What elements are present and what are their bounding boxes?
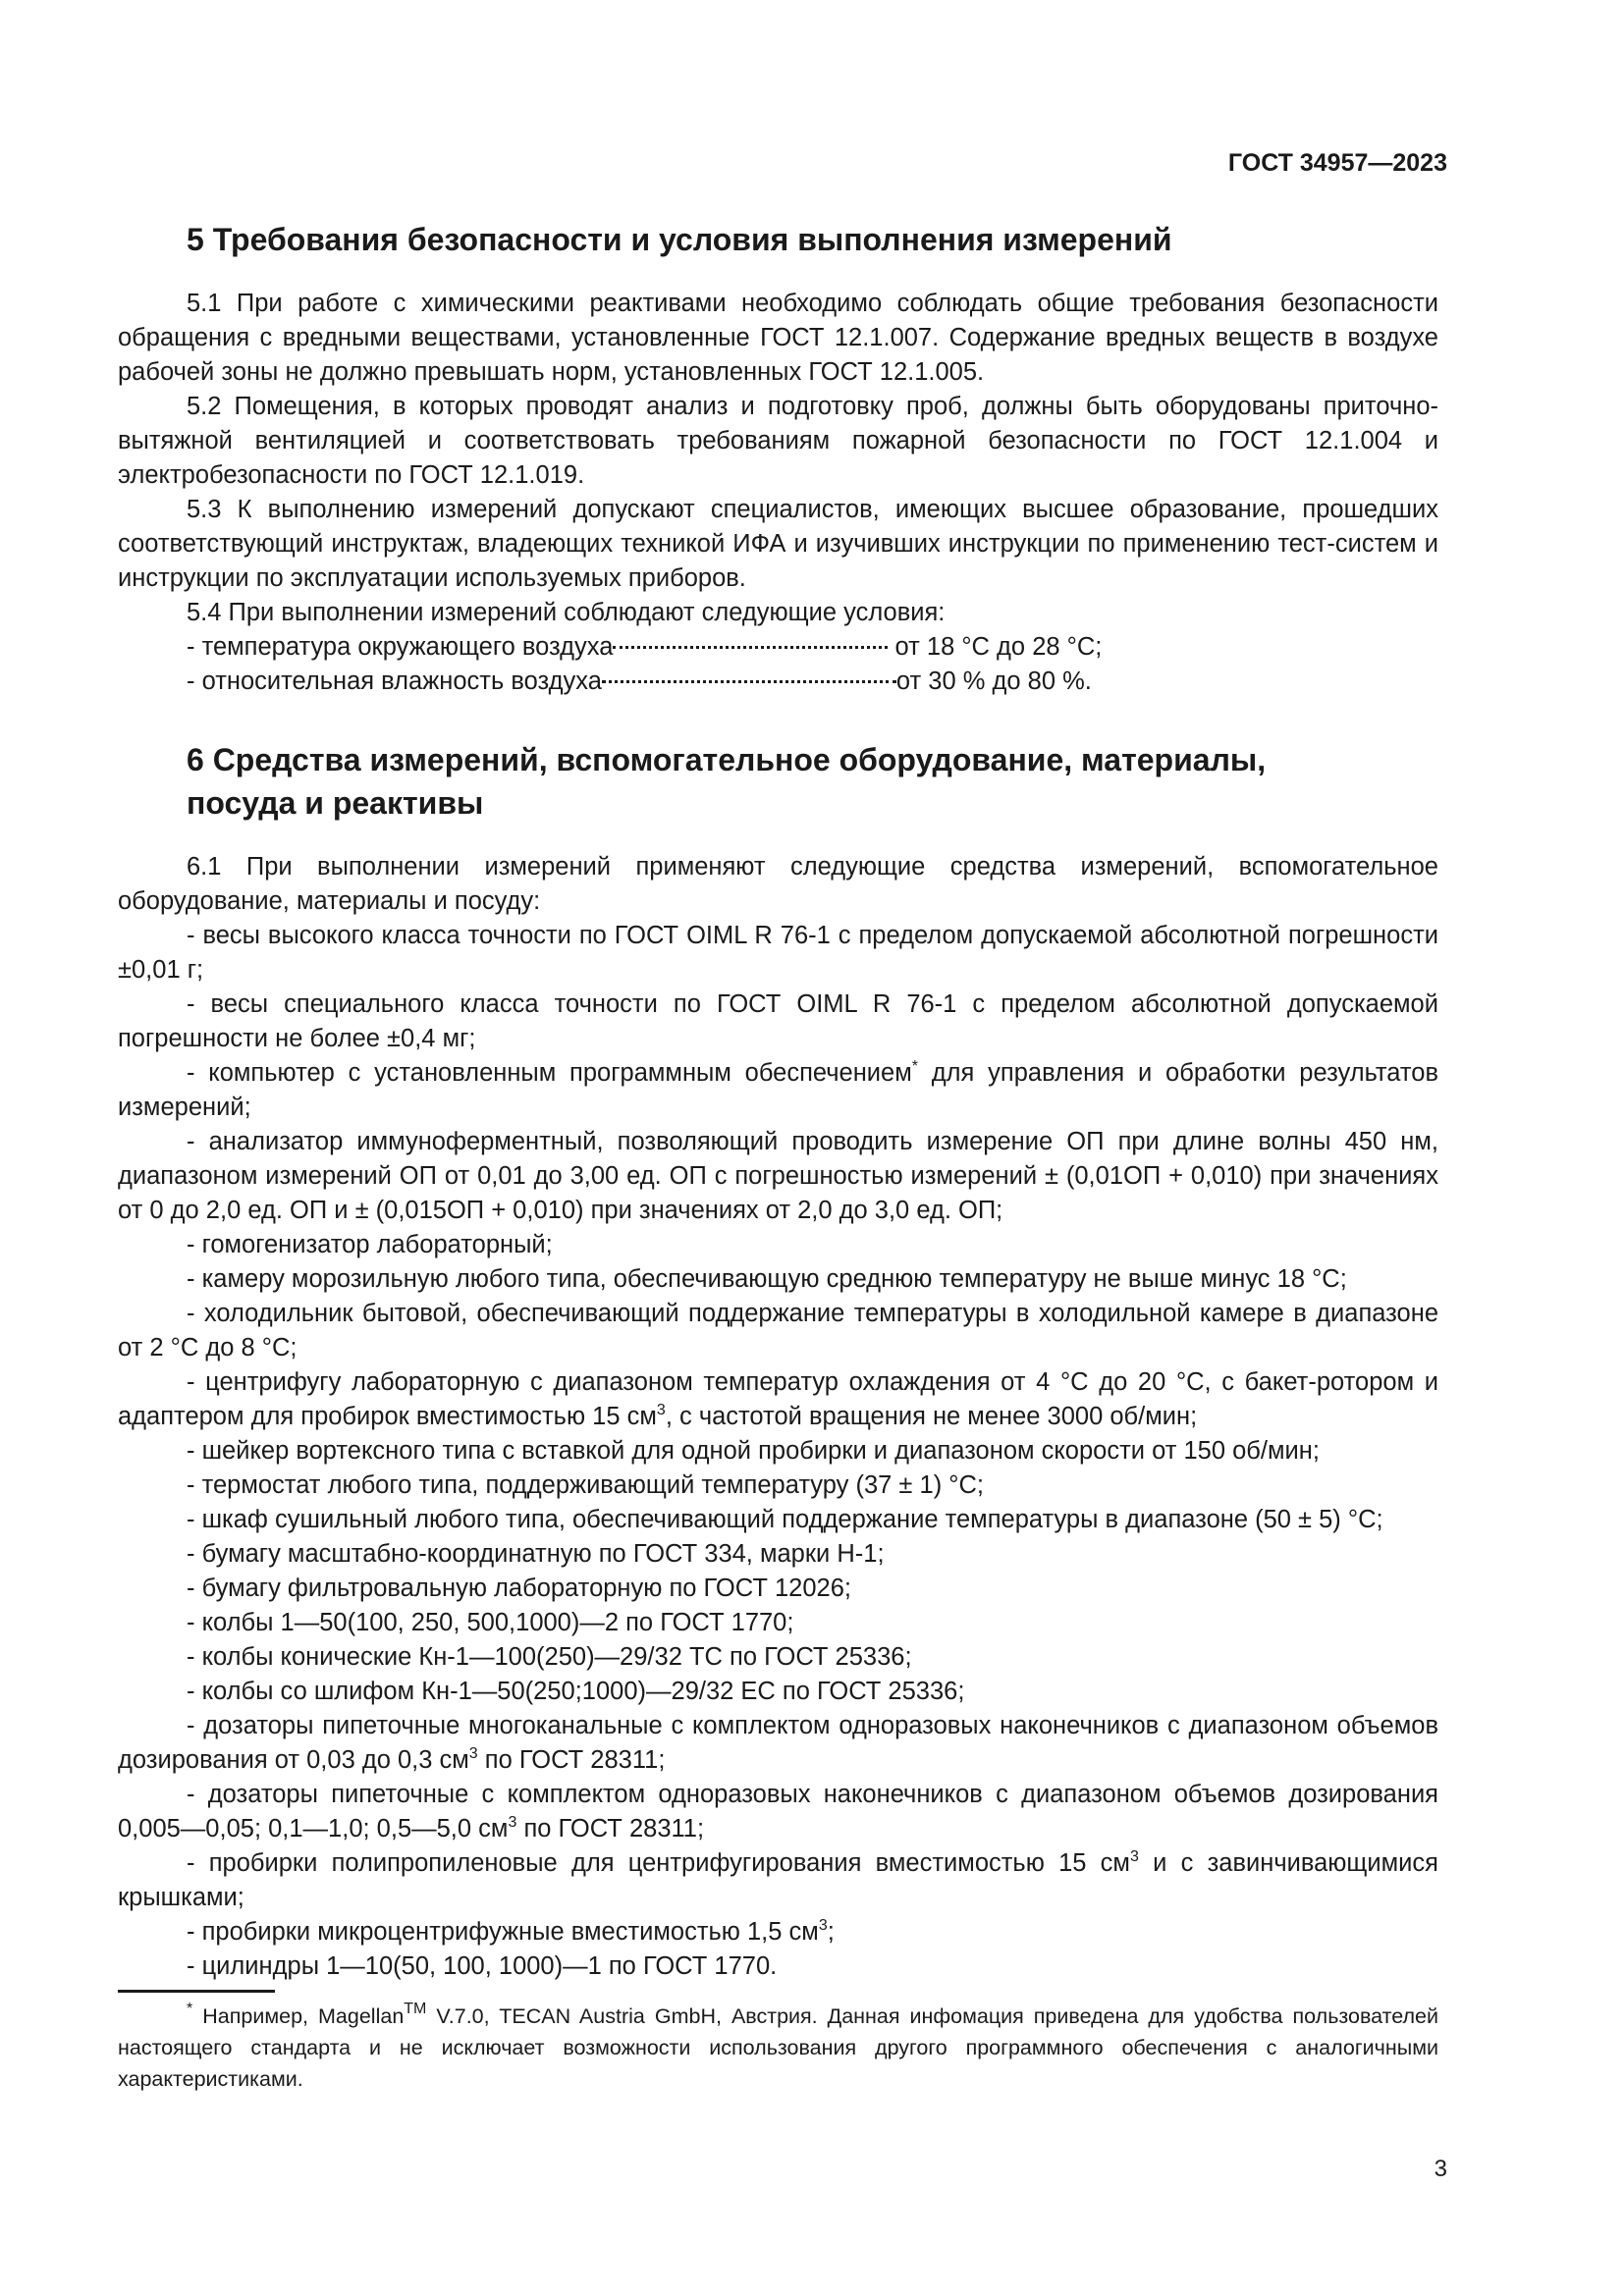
section-6-title-line-1: 6 Средства измерений, вспомогательное оборудование, материалы, [187,742,1267,777]
list-item-dosing [118,1778,1438,1846]
section-6-title [118,738,1438,825]
list-item: - цилиндры 1—10(50, 100, 1000)—1 по ГОСТ 1770. [187,1952,778,1980]
dot-leader [613,646,888,649]
page-body [118,218,1438,1984]
superscript-3: 3 [818,1917,828,1934]
section-6-title-line-2: посуда и реактивы [187,785,484,821]
footnote-divider [118,1990,275,1993]
footnote-marker: * [911,1058,919,1075]
footnote-text-part: V.7.0, TECAN Austria GmbH, Австрия. Данная инфомация приведена для удобства пользователей настоящего стандарта и не исключает возможности использования другого программного обеспечения с аналогичными характеристиками. [118,2004,1438,2091]
list-item: - термостат любого типа, поддерживающий температуру (37 ± 1) °С; [187,1471,984,1499]
condition-temperature-label: - температура окружающего воздуха [187,633,614,661]
list-item-tubes-microcentrifuge [118,1915,1438,1949]
footnote-text [118,2001,1438,2095]
paragraph-5-2: 5.2 Помещения, в которых проводят анализ и подготовку проб, должны быть оборудованы приточно-вытяжной вентиляцией и соответствовать требованиям пожарной безопасности по ГОСТ 12.1.004 и электробезопасности по ГОСТ 12.1.019. [118,393,1438,489]
list-item-text: и с завинчивающимися крышками; [118,1849,1438,1911]
list-item: - колбы со шлифом Кн-1—50(250;1000)—29/32 ЕС по ГОСТ 25336; [187,1678,965,1705]
list-item: - весы высокого класса точности по ГОСТ OIML R 76-1 с пределом допускаемой абсолютной погрешности ±0,01 г; [118,922,1438,984]
list-item-text: по ГОСТ 28311; [516,1815,705,1842]
superscript-3: 3 [508,1814,517,1831]
superscript-3: 3 [656,1402,666,1418]
paragraph-5-1: 5.1 При работе с химическими реактивами необходимо соблюдать общие требования безопасности обращения с вредными веществами, установленные ГОСТ 12.1.007. Содержание вредных веществ в воздухе рабочей зоны не должно превышать норм, установленных ГОСТ 12.1.005. [118,290,1438,386]
list-item: - холодильник бытовой, обеспечивающий поддержание температуры в холодильной камере в диапазоне от 2 °С до 8 °С; [118,1300,1438,1362]
list-item-text: - дозаторы пипеточные с комплектом одноразовых наконечников с диапазоном объемов дозирования 0,005—0,05; 0,1—1,0; 0,5—5,0 см [118,1781,1438,1842]
paragraph-6-1: 6.1 При выполнении измерений применяют следующие средства измерений, вспомогательное оборудование, материалы и посуду: [118,853,1438,915]
condition-temperature [118,630,1438,665]
list-item-tubes-polypropylene [118,1846,1438,1915]
condition-temperature-value: от 18 °С до 28 °С; [888,633,1103,661]
footnote [118,2001,1438,2095]
condition-humidity-label: - относительная влажность воздуха [187,667,602,695]
section-5-title: 5 Требования безопасности и условия выполнения измерений [187,222,1172,257]
list-item-text: - центрифугу лабораторную с диапазоном температур охлаждения от 4 °С до 20 °С, с бакет-ротором и адаптером для пробирок вместимостью 15 см [118,1368,1438,1430]
list-item-text: - пробирки полипропиленовые для центрифугирования вместимостью 15 см [187,1849,1130,1877]
list-item-text: - дозаторы пипеточные многоканальные с комплектом одноразовых наконечников с диапазоном объемов дозирования от 0,03 до 0,3 см [118,1712,1438,1774]
superscript-3: 3 [1129,1848,1139,1865]
list-item-text: для управления и обработки результатов измерений; [118,1059,1439,1121]
list-item: - колбы конические Кн-1—100(250)—29/32 ТС по ГОСТ 25336; [187,1643,912,1671]
list-item: - шкаф сушильный любого типа, обеспечивающий поддержание температуры в диапазоне (50 ± 5) °С; [187,1506,1383,1533]
list-item: - весы специального класса точности по ГОСТ OIML R 76-1 с пределом абсолютной допускаемой погрешности не более ±0,4 мг; [118,990,1438,1052]
list-item-computer [118,1056,1438,1125]
list-item: - бумагу фильтровальную лабораторную по ГОСТ 12026; [187,1575,851,1602]
dot-leader [602,680,896,683]
footnote-text-part: Например, Magellan [192,2004,405,2028]
document-code: ГОСТ 34957—2023 [1227,149,1447,177]
list-item: - анализатор иммуноферментный, позволяющий проводить измерение ОП при длине волны 450 нм, диапазоном измерений ОП от 0,01 до 3,00 ед. ОП с погрешностью измерений ± (0,01ОП + 0,010) при значениях от 0 до 2,0 ед. ОП и ± (0,015ОП + 0,010) при значениях от 2,0 до 3,0 ед. ОП; [118,1128,1438,1224]
list-item-dosing-multichannel [118,1709,1438,1778]
list-item-centrifuge [118,1365,1438,1434]
list-item: - колбы 1—50(100, 250, 500,1000)—2 по ГОСТ 1770; [187,1609,794,1636]
paragraph-5-3: 5.3 К выполнению измерений допускают специалистов, имеющих высшее образование, прошедших соответствующий инструктаж, владеющих техникой ИФА и изучивших инструкции по применению тест-систем и инструкции по эксплуатации используемых приборов. [118,496,1438,592]
list-item: - бумагу масштабно-координатную по ГОСТ 334, марки Н-1; [187,1540,885,1568]
list-item-text: по ГОСТ 28311; [477,1746,666,1774]
list-item: - шейкер вортексного типа с вставкой для одной пробирки и диапазоном скорости от 150 об/мин; [187,1437,1320,1465]
list-item-text: - пробирки микроцентрифужные вместимостью 1,5 см [187,1918,819,1946]
list-item-text: ; [827,1918,835,1946]
list-item: - гомогенизатор лабораторный; [187,1231,553,1258]
page-number: 3 [1434,2156,1447,2182]
list-item-text: , с частотой вращения не менее 3000 об/мин; [665,1403,1198,1430]
paragraph-5-4: 5.4 При выполнении измерений соблюдают следующие условия: [187,599,946,626]
footnote-marker: * [187,2001,193,2017]
condition-humidity [118,665,1438,699]
trademark-mark: TM [404,2001,427,2017]
list-item-text: - компьютер с установленным программным обеспечением [187,1059,912,1087]
condition-humidity-value: от 30 % до 80 %. [895,667,1092,695]
superscript-3: 3 [468,1745,478,1762]
list-item: - камеру морозильную любого типа, обеспечивающую среднюю температуру не выше минус 18 °С; [187,1265,1347,1293]
